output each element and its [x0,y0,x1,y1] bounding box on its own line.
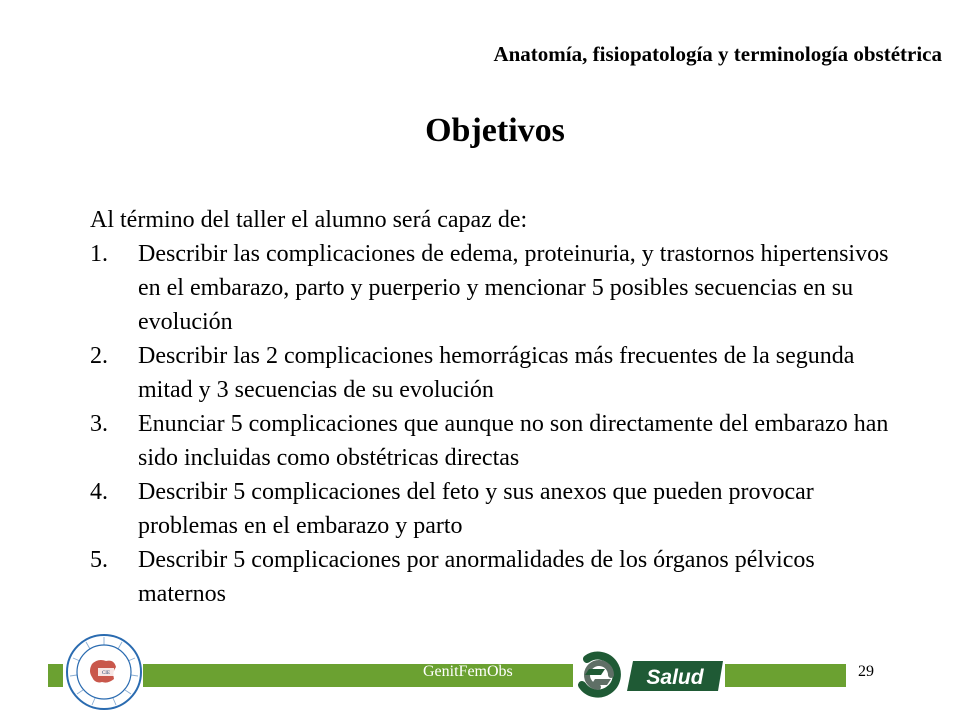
salud-logo [573,651,725,699]
objectives-list [90,237,900,611]
objective-item [90,407,900,475]
objective-number: 3. [90,411,108,437]
objective-item [90,475,900,543]
page-number: 29 [858,663,874,680]
objective-number: 1. [90,241,108,267]
objective-text: Enunciar 5 complicaciones que aunque no son directamente del embarazo han sido incluidas como obstétricas directas [138,411,889,471]
svg-text:Salud: Salud [646,666,704,689]
objective-text: Describir 5 complicaciones por anormalidades de los órganos pélvicos maternos [138,547,815,607]
seal-icon [64,632,144,712]
objective-item [90,237,900,339]
intro-text: Al término del taller el alumno será capaz de: [90,207,528,233]
objective-number: 5. [90,547,108,573]
svg-text:CIE: CIE [101,671,111,676]
footer-bar-left [48,664,63,687]
objective-item [90,543,900,611]
slide-title: Objetivos [425,112,565,149]
objective-text: Describir 5 complicaciones del feto y sus anexos que pueden provocar problemas en el embarazo y parto [138,479,814,539]
objective-text: Describir las 2 complicaciones hemorrágicas más frecuentes de la segunda mitad y 3 secuencias de su evolución [138,343,855,403]
objective-item [90,339,900,407]
footer-bar-right [720,664,846,687]
objective-number: 4. [90,479,108,505]
seal-logo [64,632,144,712]
salud-logo-icon [573,651,725,699]
footer-bar-middle [143,664,585,687]
objective-text: Describir las complicaciones de edema, proteinuria, y trastornos hipertensivos en el embarazo, parto y puerperio y mencionar 5 posibles secuencias en su evolución [138,241,889,335]
header-title: Anatomía, fisiopatología y terminología obstétrica [493,42,942,66]
slide-content [90,203,900,611]
footer-label: GenitFemObs [423,663,513,680]
objective-number: 2. [90,343,108,369]
